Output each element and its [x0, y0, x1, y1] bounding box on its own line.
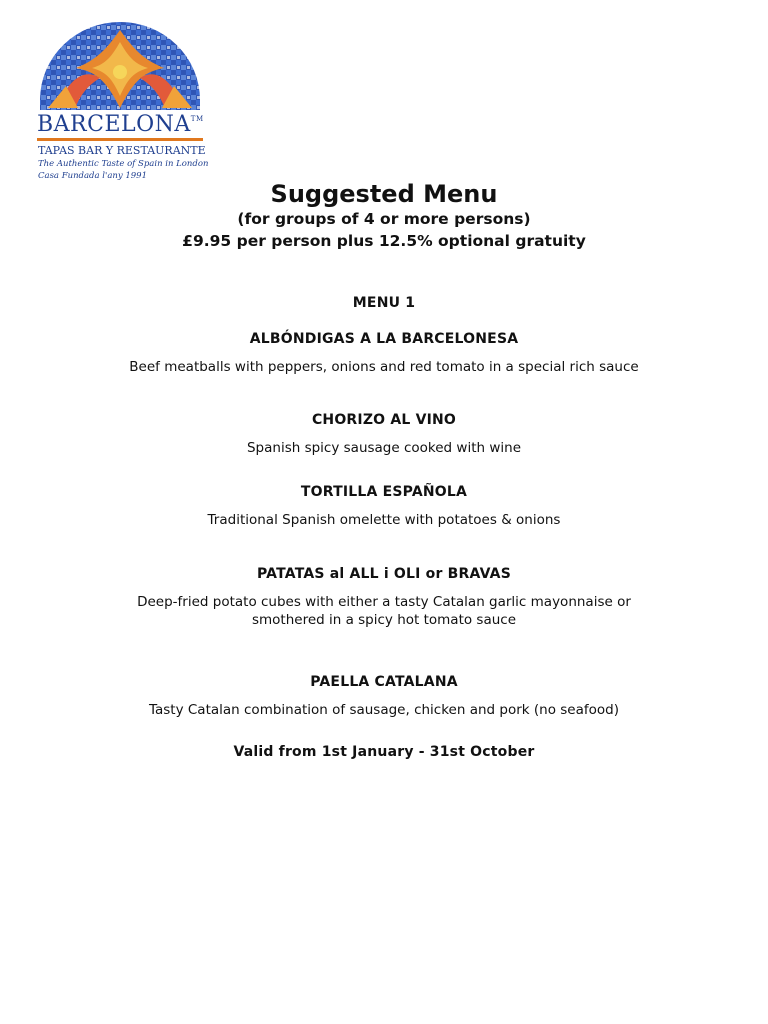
dish-name: PATATAS al ALL i OLI or BRAVAS — [257, 566, 511, 582]
dish-name: CHORIZO AL VINO — [311, 412, 457, 428]
validity-note: Valid from 1st January - 31st October — [233, 744, 535, 760]
dish-description: Beef meatballs with peppers, onions and red tomato in a special rich sauce — [129, 359, 639, 375]
dish-description: Deep-fried potato cubes with either a tasty Catalan garlic mayonnaise or — [137, 594, 631, 610]
dish-name: PAELLA CATALANA — [310, 674, 458, 690]
restaurant-logo — [34, 20, 209, 185]
dish-description: Traditional Spanish omelette with potatoes & onions — [207, 512, 561, 528]
dish-description: Spanish spicy sausage cooked with wine — [246, 440, 522, 456]
brand-founded-line: Casa Fundada l'any 1991 — [38, 171, 148, 181]
dish-name: TORTILLA ESPAÑOLA — [300, 484, 468, 500]
brand-tagline: TAPAS BAR Y RESTAURANTE — [38, 144, 206, 157]
brand-name: BARCELONA™ — [37, 112, 204, 137]
brand-divider — [37, 138, 203, 141]
price-note: £9.95 per person plus 12.5% optional gratuity — [182, 232, 586, 250]
page-title: Suggested Menu — [270, 180, 498, 208]
dish-description-continued: smothered in a spicy hot tomato sauce — [251, 612, 517, 628]
dish-description: Tasty Catalan combination of sausage, chicken and pork (no seafood) — [148, 702, 619, 718]
mosaic-arch-icon — [36, 20, 204, 110]
menu-label: MENU 1 — [352, 295, 416, 311]
group-size-note: (for groups of 4 or more persons) — [237, 210, 531, 228]
dish-name: ALBÓNDIGAS A LA BARCELONESA — [249, 331, 519, 347]
brand-subline: The Authentic Taste of Spain in London — [38, 159, 209, 169]
